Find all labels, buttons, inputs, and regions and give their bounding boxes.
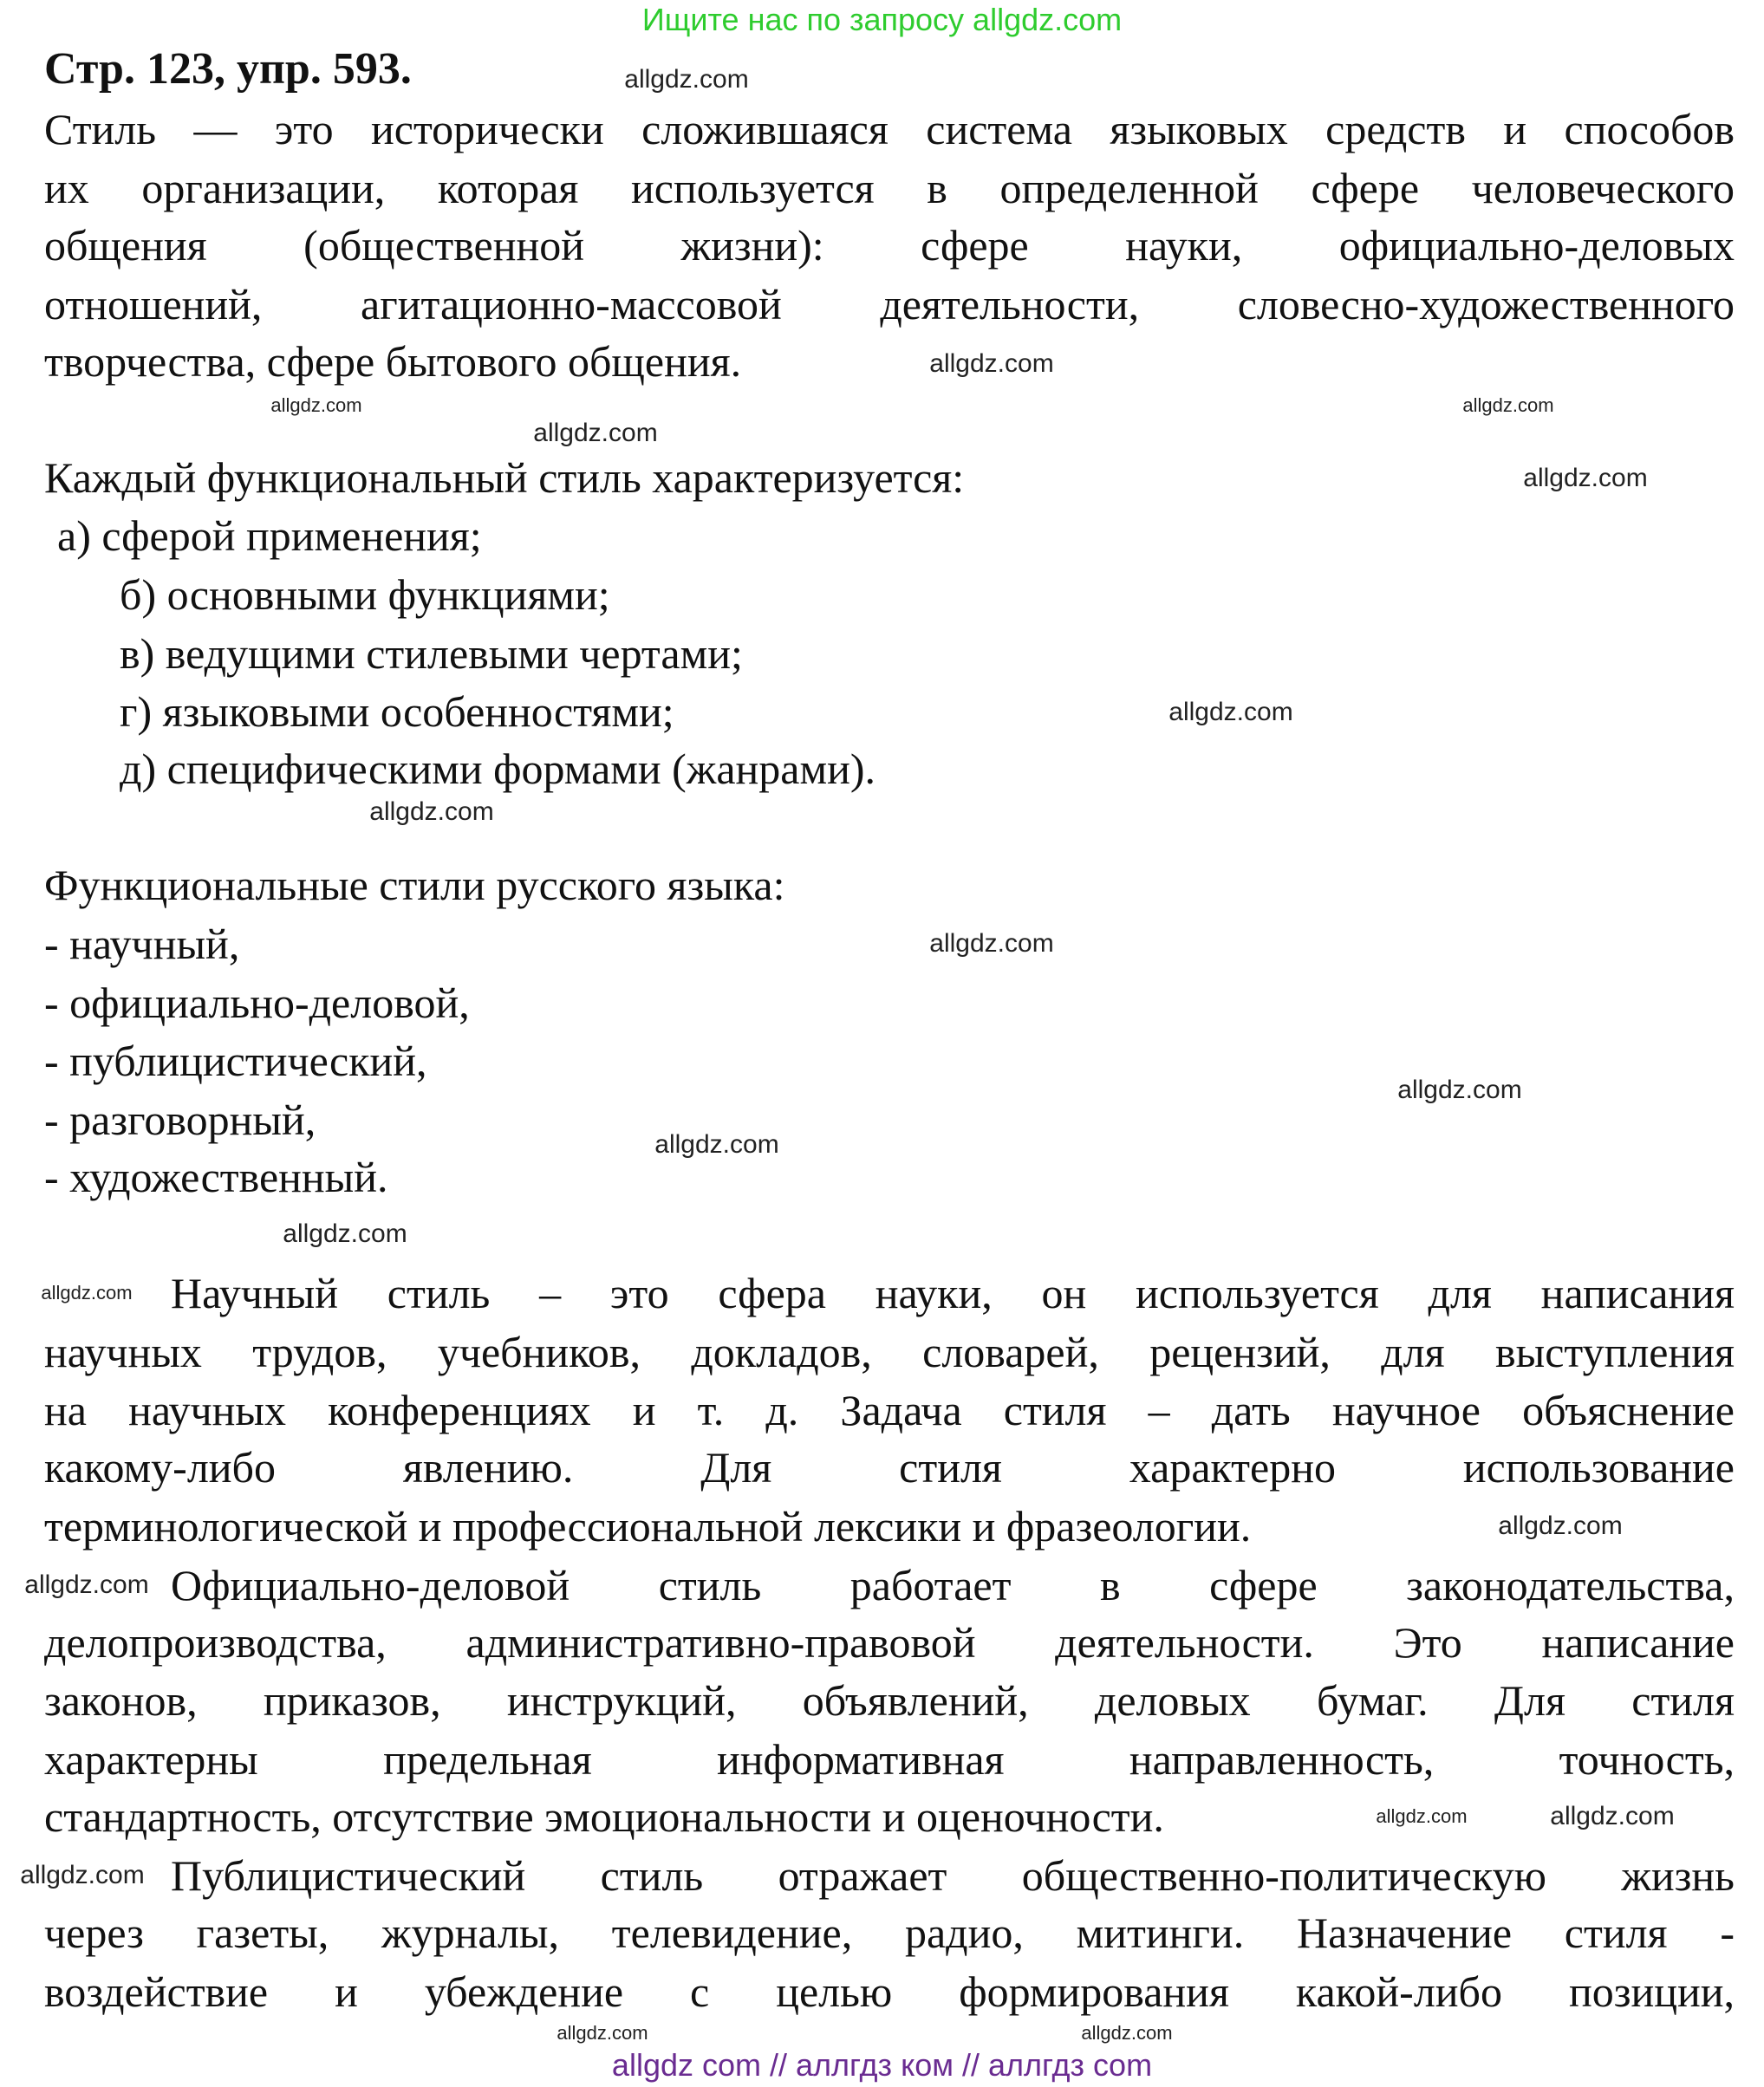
paragraph-line: стандартность, отсутствие эмоциональности и оценочности. [44, 1792, 1164, 1841]
watermark: allgdz.com [1462, 394, 1554, 416]
paragraph-line: Публицистический стиль отражает общественно-политическую жизнь [171, 1851, 1735, 1900]
watermark: allgdz.com [1523, 464, 1648, 492]
paragraph-line: Научный стиль – это сфера науки, он используется для написания [171, 1269, 1735, 1317]
paragraph-line: общения (общественной жизни): сфере науки, официально-деловых [44, 221, 1735, 270]
features-intro: Каждый функциональный стиль характеризуется: [44, 453, 965, 502]
watermark: allgdz.com [654, 1130, 779, 1159]
paragraph-line: творчества, сфере бытового общения. [44, 337, 742, 386]
watermark: allgdz.com [283, 1219, 407, 1248]
search-banner: Ищите нас по запросу allgdz.com [641, 2, 1123, 37]
paragraph-line: делопроизводства, административно-правовой деятельности. Это написание [44, 1618, 1735, 1667]
watermark: allgdz.com [1168, 698, 1293, 726]
feature-item: б) основными функциями; [120, 570, 610, 619]
watermark: allgdz.com [1081, 2022, 1173, 2044]
paragraph-line: воздействие и убеждение с целью формирования какой-либо позиции, [44, 1967, 1735, 2016]
page-title: Стр. 123, упр. 593. [44, 44, 412, 94]
paragraph-line: законов, приказов, инструкций, объявлений, деловых бумаг. Для стиля [44, 1676, 1735, 1725]
style-item: - разговорный, [44, 1096, 316, 1144]
watermark: allgdz.com [1376, 1805, 1468, 1827]
style-item: - официально-деловой, [44, 978, 470, 1027]
paragraph-line: характерны предельная информативная направленность, точность, [44, 1735, 1735, 1784]
paragraph-line: на научных конференциях и т. д. Задача стиля – дать научное объяснение [44, 1386, 1735, 1434]
watermark: allgdz.com [624, 65, 749, 94]
feature-item: г) языковыми особенностями; [120, 687, 674, 736]
watermark: allgdz.com [533, 419, 658, 447]
paragraph-line: научных трудов, учебников, докладов, словарей, рецензий, для выступления [44, 1328, 1735, 1376]
paragraph-line: через газеты, журналы, телевидение, радио, митинги. Назначение стиля - [44, 1908, 1735, 1957]
watermark: allgdz.com [369, 797, 494, 826]
style-item: - научный, [44, 920, 240, 968]
watermark: allgdz.com [929, 349, 1054, 378]
watermark: allgdz.com [20, 1861, 145, 1889]
watermark: allgdz.com [41, 1282, 133, 1304]
paragraph-line: Официально-деловой стиль работает в сфере законодательства, [171, 1561, 1735, 1609]
watermark: allgdz.com [1498, 1512, 1623, 1540]
watermark: allgdz.com [557, 2022, 648, 2044]
paragraph-line: какому-либо явлению. Для стиля характерно использование [44, 1443, 1735, 1492]
style-item: - публицистический, [44, 1037, 427, 1085]
watermark: allgdz.com [1550, 1802, 1675, 1830]
paragraph-line: отношений, агитационно-массовой деятельности, словесно-художественного [44, 280, 1735, 328]
footer-banner: allgdz com // аллгдз ком // аллгдз com [611, 2047, 1153, 2083]
watermark: allgdz.com [929, 929, 1054, 958]
watermark: allgdz.com [24, 1570, 149, 1599]
paragraph-line: их организации, которая используется в определенной сфере человеческого [44, 164, 1735, 212]
feature-item: в) ведущими стилевыми чертами; [120, 629, 743, 678]
style-item: - художественный. [44, 1153, 388, 1201]
paragraph-line: терминологической и профессиональной лексики и фразеологии. [44, 1502, 1252, 1551]
styles-intro: Функциональные стили русского языка: [44, 861, 785, 909]
watermark: allgdz.com [270, 394, 362, 416]
feature-item: а) сферой применения; [57, 511, 482, 560]
watermark: allgdz.com [1397, 1076, 1522, 1104]
feature-item: д) специфическими формами (жанрами). [120, 744, 876, 793]
paragraph-line: Стиль — это исторически сложившаяся система языковых средств и способов [44, 105, 1735, 153]
